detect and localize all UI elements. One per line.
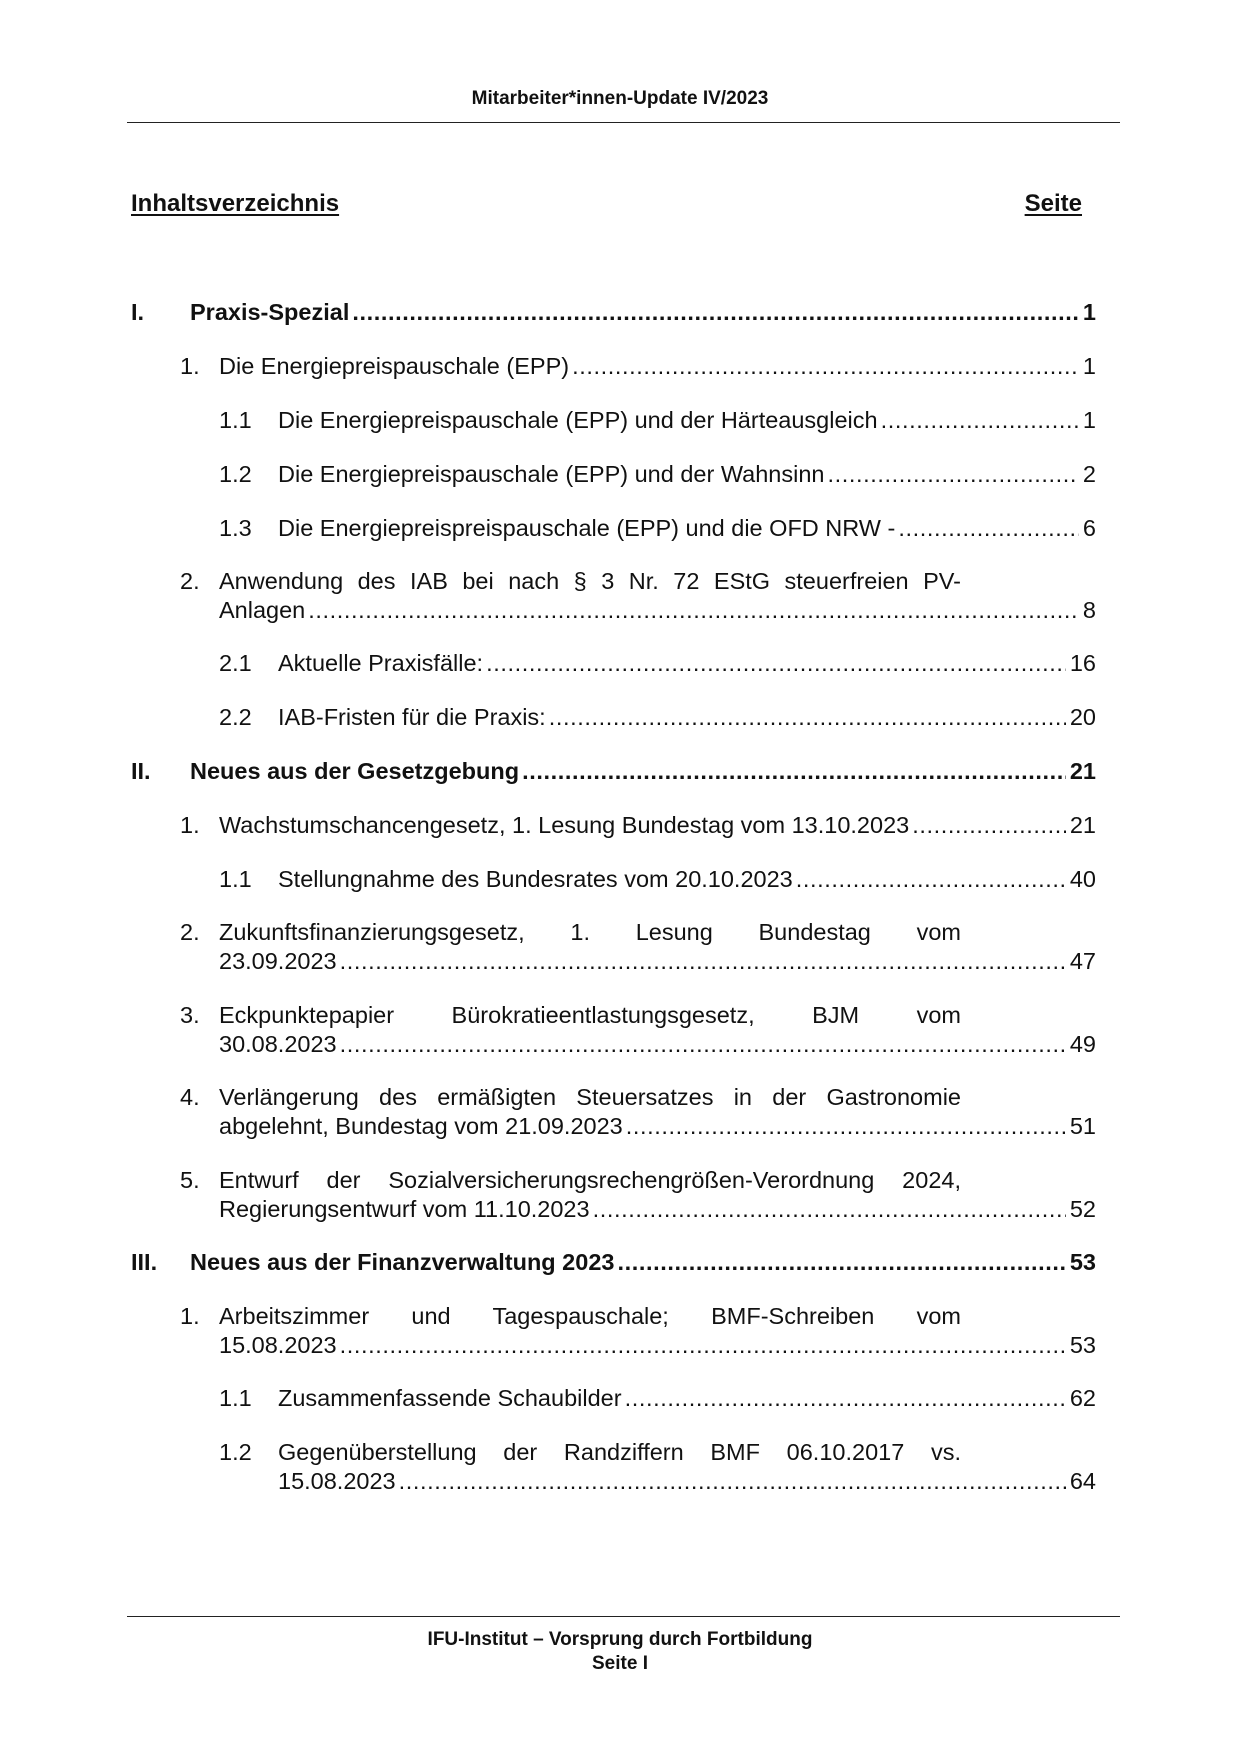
toc-dot-leader: [340, 1331, 1066, 1360]
toc-entry-number: 2.: [180, 919, 200, 945]
toc-dot-leader: [626, 1112, 1066, 1141]
toc-page-heading: Seite: [1024, 190, 1082, 217]
footer-rule: [127, 1616, 1120, 1617]
toc-dot-leader: [572, 352, 1079, 381]
toc-dot-leader: [796, 865, 1066, 894]
toc-heading: Inhaltsverzeichnis: [131, 190, 340, 217]
toc-entry-title-line: Verlängerung des ermäßigten Steuersatzes in der Gastronomie: [219, 1084, 961, 1110]
toc-entry-page: 8: [1082, 597, 1096, 623]
toc-dot-leader: [340, 1030, 1066, 1059]
toc-entry-page: 52: [1069, 1196, 1096, 1222]
toc-entry-title-line: Eckpunktepapier Bürokratieentlastungsgesetz, BJM vom: [219, 1002, 961, 1028]
toc-entry-number: I.: [131, 299, 145, 325]
toc-dot-leader: [308, 596, 1079, 625]
toc-entry-number: 5.: [180, 1167, 200, 1193]
toc-dot-leader: [898, 514, 1079, 543]
toc-entry-page: 16: [1069, 650, 1096, 676]
toc-dot-leader: [593, 1195, 1066, 1224]
toc-entry-title: Praxis-Spezial: [190, 299, 350, 325]
toc-entry-title-line: Gegenüberstellung der Randziffern BMF 06.10.2017 vs.: [278, 1439, 961, 1465]
toc-dot-leader: [352, 298, 1079, 327]
toc-entry-number: 1.1: [219, 407, 252, 433]
toc-dot-leader: [912, 811, 1066, 840]
toc-entry-page: 51: [1069, 1113, 1096, 1139]
toc-entry-page: 6: [1082, 515, 1096, 541]
toc-dot-leader: [486, 649, 1066, 678]
toc-entry-number: 1.: [180, 812, 200, 838]
toc-entry-page: 40: [1069, 866, 1096, 892]
toc-dot-leader: [340, 947, 1066, 976]
toc-entry-title: Stellungnahme des Bundesrates vom 20.10.2023: [278, 866, 793, 892]
toc-entry-title: Die Energiepreispreispauschale (EPP) und die OFD NRW -: [278, 515, 896, 541]
toc-dot-leader: [399, 1467, 1066, 1496]
toc-entry-number: 2.2: [219, 704, 252, 730]
header-rule: [127, 122, 1120, 123]
toc-dot-leader: [881, 406, 1079, 435]
toc-entry-number: 1.2: [219, 1439, 252, 1465]
toc-entry-title: Wachstumschancengesetz, 1. Lesung Bundestag vom 13.10.2023: [219, 812, 910, 838]
toc-entry-page: 1: [1082, 299, 1096, 325]
toc-dot-leader: [522, 757, 1066, 786]
toc-entry-number: II.: [131, 758, 151, 784]
toc-entry-number: 1.2: [219, 461, 252, 487]
toc-entry-title: Neues aus der Gesetzgebung: [190, 758, 520, 784]
toc-entry-title: 30.08.2023: [219, 1031, 337, 1057]
toc-entry-title-line: Entwurf der Sozialversicherungsrechengrößen-Verordnung 2024,: [219, 1167, 961, 1193]
toc-entry-page: 64: [1069, 1468, 1096, 1494]
toc-entry-number: 1.1: [219, 1385, 252, 1411]
toc-entry-page: 20: [1069, 704, 1096, 730]
toc-entry-page: 21: [1069, 812, 1096, 838]
toc-entry-title: 15.08.2023: [278, 1468, 396, 1494]
toc-entry-title: Regierungsentwurf vom 11.10.2023: [219, 1196, 590, 1222]
toc-entry-title: Neues aus der Finanzverwaltung 2023: [190, 1249, 615, 1275]
toc-entry-number: 2.1: [219, 650, 252, 676]
toc-entry-number: 1.1: [219, 866, 252, 892]
toc-entry-title: 15.08.2023: [219, 1332, 337, 1358]
toc-entry-number: 1.: [180, 1303, 200, 1329]
toc-entry-page: 21: [1069, 758, 1096, 784]
footer-page-number: Seite I: [592, 1653, 648, 1674]
toc-entry-title: Zusammenfassende Schaubilder: [278, 1385, 622, 1411]
toc-entry-title: IAB-Fristen für die Praxis:: [278, 704, 546, 730]
toc-entry-title: Die Energiepreispauschale (EPP) und der Härteausgleich: [278, 407, 878, 433]
toc-entry-title-line: Zukunftsfinanzierungsgesetz, 1. Lesung Bundestag vom: [219, 919, 961, 945]
toc-dot-leader: [617, 1248, 1065, 1277]
toc-entry-number: 1.: [180, 353, 200, 379]
toc-entry-title: Aktuelle Praxisfälle:: [278, 650, 484, 676]
toc-dot-leader: [625, 1384, 1066, 1413]
toc-entry-page: 47: [1069, 948, 1096, 974]
toc-entry-page: 53: [1069, 1332, 1096, 1358]
toc-entry-page: 53: [1069, 1249, 1096, 1275]
toc-entry-page: 1: [1082, 353, 1096, 379]
toc-dot-leader: [549, 703, 1066, 732]
toc-entry-number: 2.: [180, 568, 200, 594]
toc-entry-title: Die Energiepreispauschale (EPP) und der Wahnsinn: [278, 461, 825, 487]
toc-entry-number: 1.3: [219, 515, 252, 541]
toc-entry-number: III.: [131, 1249, 158, 1275]
toc-entry-page: 62: [1069, 1385, 1096, 1411]
toc-entry-page: 49: [1069, 1031, 1096, 1057]
toc-entry-title: abgelehnt, Bundestag vom 21.09.2023: [219, 1113, 623, 1139]
toc-entry-number: 3.: [180, 1002, 200, 1028]
header-title: Mitarbeiter*innen-Update IV/2023: [471, 88, 769, 109]
toc-entry-title: Die Energiepreispauschale (EPP): [219, 353, 570, 379]
toc-entry-page: 2: [1082, 461, 1096, 487]
toc-entry-number: 4.: [180, 1084, 200, 1110]
toc-entry-title: Anlagen: [219, 597, 306, 623]
toc-entry-title-line: Anwendung des IAB bei nach § 3 Nr. 72 EStG steuerfreien PV-: [219, 568, 961, 594]
toc-entry-page: 1: [1082, 407, 1096, 433]
toc-entry-title: 23.09.2023: [219, 948, 337, 974]
toc-dot-leader: [827, 460, 1078, 489]
footer-institute: IFU-Institut – Vorsprung durch Fortbildung: [427, 1629, 813, 1650]
toc-entry-title-line: Arbeitszimmer und Tagespauschale; BMF-Schreiben vom: [219, 1303, 961, 1329]
